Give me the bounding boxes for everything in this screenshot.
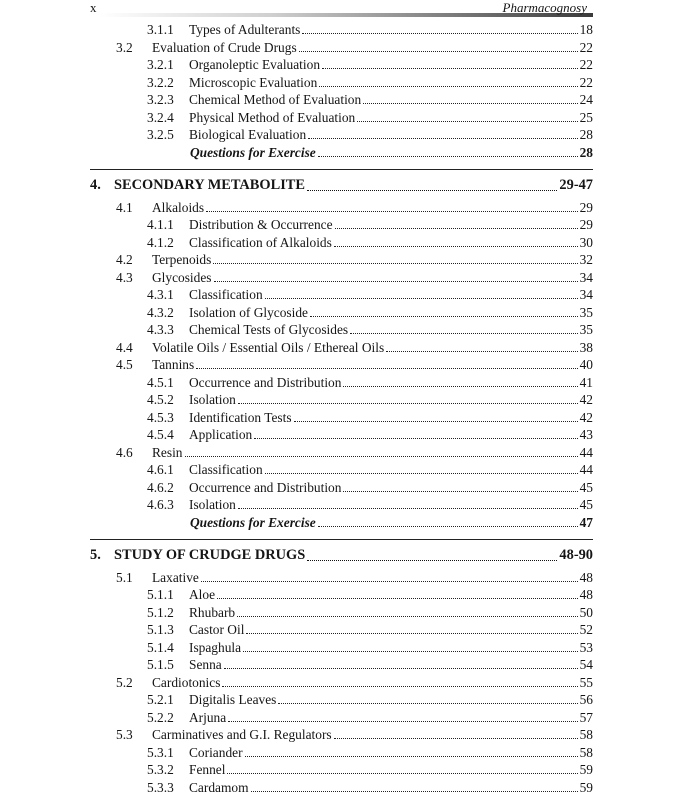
entry-page: 43 <box>579 427 593 442</box>
toc-entry[interactable] <box>147 374 593 391</box>
entry-title: Fennel <box>189 762 226 777</box>
toc-entry[interactable] <box>147 56 593 73</box>
dot-leader <box>318 526 578 527</box>
dot-leader <box>350 333 578 334</box>
entry-page: 28 <box>579 144 593 160</box>
entry-title: Coriander <box>189 744 243 760</box>
entry-number: 3.2.2 <box>147 74 174 90</box>
entry-page: 38 <box>579 339 593 355</box>
toc-entry[interactable] <box>116 269 593 286</box>
entry-page: 58 <box>579 727 593 742</box>
entry-page: 29-47 <box>559 177 593 193</box>
entry-title: Physical Method of Evaluation <box>189 109 356 125</box>
dot-leader <box>196 368 577 369</box>
entry-title: Rhubarb <box>189 604 236 620</box>
entry-number: 5. <box>90 547 101 563</box>
entry-page: 24 <box>579 92 593 107</box>
entry-title: Chemical Method of Evaluation <box>189 92 362 107</box>
entry-number: 4. <box>90 177 101 193</box>
toc-entry[interactable] <box>147 126 593 143</box>
entry-title: Biological Evaluation <box>189 127 307 142</box>
dot-leader <box>294 421 578 422</box>
toc-chapter[interactable] <box>90 545 593 565</box>
dot-leader <box>185 456 578 457</box>
dot-leader <box>322 68 578 69</box>
entry-page: 42 <box>579 392 593 407</box>
entry-number: 5.3.2 <box>147 762 174 777</box>
entry-number: 4.1 <box>116 199 133 215</box>
toc-entry[interactable] <box>147 216 593 233</box>
entry-number: 5.3.1 <box>147 744 174 760</box>
dot-leader <box>278 703 577 704</box>
entry-page: 57 <box>579 709 593 725</box>
entry-page: 34 <box>579 287 593 302</box>
entry-title: Terpenoids <box>152 252 212 267</box>
dot-leader <box>254 438 577 439</box>
toc-entry[interactable] <box>147 321 593 338</box>
entry-title: Ispaghula <box>189 639 242 655</box>
toc-entry[interactable] <box>147 604 593 621</box>
entry-page: 22 <box>579 74 593 90</box>
toc-exercise[interactable] <box>190 144 593 161</box>
entry-page: 58 <box>579 744 593 760</box>
toc-entry[interactable] <box>116 39 593 56</box>
toc-entry[interactable] <box>116 444 593 461</box>
entry-page: 47 <box>579 514 593 530</box>
entry-title: Classification <box>189 287 263 302</box>
entry-title: Classification <box>189 462 263 477</box>
entry-number: 3.2.4 <box>147 109 174 125</box>
dot-leader <box>243 651 578 652</box>
entry-number: 3.2 <box>116 39 133 55</box>
entry-number: 4.6.3 <box>147 497 174 512</box>
entry-page: 44 <box>579 444 593 460</box>
entry-page: 52 <box>579 622 593 637</box>
entry-title: Laxative <box>152 569 199 585</box>
entry-number: 4.5.2 <box>147 392 174 407</box>
dot-leader <box>343 491 577 492</box>
dot-leader <box>357 121 577 122</box>
dot-leader <box>334 738 578 739</box>
entry-number: 5.1.4 <box>147 639 174 655</box>
toc-entry[interactable] <box>147 779 593 796</box>
entry-title: Tannins <box>152 357 195 372</box>
entry-page: 56 <box>579 692 593 707</box>
dot-leader <box>335 228 578 229</box>
toc-entry[interactable] <box>147 391 593 408</box>
toc-entry[interactable] <box>116 339 593 356</box>
entry-page: 22 <box>579 57 593 72</box>
entry-page: 59 <box>579 762 593 777</box>
toc-entry[interactable] <box>147 286 593 303</box>
entry-title: Carminatives and G.I. Regulators <box>152 727 332 742</box>
entry-title: Occurrence and Distribution <box>189 374 342 390</box>
toc-entry[interactable] <box>147 304 593 321</box>
entry-page: 29 <box>579 217 593 232</box>
entry-number: 4.3 <box>116 269 133 285</box>
toc-entry[interactable] <box>116 356 593 373</box>
dot-leader <box>334 246 578 247</box>
entry-number: 5.1 <box>116 569 133 585</box>
entry-title: Questions for Exercise <box>190 144 316 160</box>
toc-entry[interactable] <box>116 251 593 268</box>
entry-number: 5.2.2 <box>147 709 174 725</box>
entry-title: STUDY OF CRUDGE DRUGS <box>114 547 306 563</box>
entry-title: Digitalis Leaves <box>189 692 277 707</box>
toc-entry[interactable] <box>147 744 593 761</box>
entry-title: Aloe <box>189 587 216 602</box>
entry-title: Occurrence and Distribution <box>189 479 342 495</box>
entry-number: 4.3.1 <box>147 287 174 302</box>
toc-exercise[interactable] <box>190 514 593 531</box>
toc-entry[interactable] <box>147 761 593 778</box>
entry-number: 4.6.2 <box>147 479 174 495</box>
entry-number: 4.1.1 <box>147 217 174 232</box>
dot-leader <box>318 156 578 157</box>
entry-title: SECONDARY METABOLITE <box>114 177 305 193</box>
entry-number: 4.6 <box>116 444 133 460</box>
entry-number: 5.2.1 <box>147 692 174 707</box>
dot-leader <box>251 791 578 792</box>
toc-entry[interactable] <box>116 199 593 216</box>
toc-entry[interactable] <box>147 709 593 726</box>
entry-number: 4.4 <box>116 339 133 355</box>
entry-title: Senna <box>189 657 222 672</box>
toc-entry[interactable] <box>147 426 593 443</box>
entry-number: 4.5.3 <box>147 409 174 425</box>
dot-leader <box>265 298 578 299</box>
dot-leader <box>228 721 577 722</box>
toc-entry[interactable] <box>147 621 593 638</box>
entry-page: 41 <box>579 374 593 390</box>
toc-entry[interactable] <box>147 21 593 38</box>
entry-title: Isolation <box>189 497 236 512</box>
toc-entry[interactable] <box>147 234 593 251</box>
toc-entry[interactable] <box>147 461 593 478</box>
toc-entry[interactable] <box>147 639 593 656</box>
entry-title: Resin <box>152 444 183 460</box>
dot-leader <box>224 668 578 669</box>
entry-page: 54 <box>579 657 593 672</box>
dot-leader <box>214 281 578 282</box>
entry-title: Isolation of Glycoside <box>189 304 309 320</box>
entry-title: Organoleptic Evaluation <box>189 57 321 72</box>
entry-title: Alkaloids <box>152 199 205 215</box>
toc-chapter[interactable] <box>90 175 593 195</box>
entry-page: 50 <box>579 604 593 620</box>
entry-page: 35 <box>579 304 593 320</box>
entry-title: Questions for Exercise <box>190 514 316 530</box>
entry-number: 3.2.1 <box>147 57 174 72</box>
entry-number: 3.2.5 <box>147 127 174 142</box>
dot-leader <box>238 508 578 509</box>
entry-page: 18 <box>579 22 593 37</box>
toc-entry[interactable] <box>147 91 593 108</box>
entry-page: 35 <box>579 322 593 337</box>
section-divider <box>90 169 593 170</box>
toc-entry[interactable] <box>147 479 593 496</box>
dot-leader <box>307 190 557 191</box>
entry-page: 25 <box>579 109 593 125</box>
dot-leader <box>245 756 578 757</box>
dot-leader <box>310 316 578 317</box>
entry-number: 4.5 <box>116 357 133 372</box>
entry-title: Distribution & Occurrence <box>189 217 333 232</box>
entry-page: 45 <box>579 479 593 495</box>
toc-entry[interactable] <box>116 674 593 691</box>
entry-title: Microscopic Evaluation <box>189 74 318 90</box>
entry-title: Evaluation of Crude Drugs <box>152 39 297 55</box>
page-header <box>0 0 683 22</box>
entry-page: 44 <box>579 462 593 477</box>
entry-title: Cardamom <box>189 779 249 795</box>
entry-number: 4.2 <box>116 252 133 267</box>
entry-title: Arjuna <box>189 709 227 725</box>
dot-leader <box>299 51 578 52</box>
toc-entry[interactable] <box>147 109 593 126</box>
book-title: Pharmacognosy <box>502 0 587 15</box>
entry-page: 32 <box>579 252 593 267</box>
entry-title: Castor Oil <box>189 622 245 637</box>
entry-title: Classification of Alkaloids <box>189 234 332 250</box>
toc-entry[interactable] <box>147 496 593 513</box>
dot-leader <box>238 403 578 404</box>
entry-number: 4.5.1 <box>147 374 174 390</box>
entry-page: 28 <box>579 127 593 142</box>
entry-page: 48 <box>579 587 593 602</box>
toc-entry[interactable] <box>116 726 593 743</box>
entry-title: Chemical Tests of Glycosides <box>189 322 349 337</box>
entry-number: 5.1.2 <box>147 604 174 620</box>
entry-title: Application <box>189 427 253 442</box>
entry-number: 4.3.2 <box>147 304 174 320</box>
entry-title: Cardiotonics <box>152 674 221 690</box>
dot-leader <box>201 581 578 582</box>
entry-title: Volatile Oils / Essential Oils / Ethereal Oils <box>152 339 385 355</box>
dot-leader <box>363 103 577 104</box>
entry-number: 5.1.1 <box>147 587 174 602</box>
entry-page: 59 <box>579 779 593 795</box>
entry-number: 4.6.1 <box>147 462 174 477</box>
entry-page: 40 <box>579 357 593 372</box>
dot-leader <box>217 598 578 599</box>
entry-page: 30 <box>579 234 593 250</box>
toc-entry[interactable] <box>147 74 593 91</box>
entry-page: 22 <box>579 39 593 55</box>
entry-title: Isolation <box>189 392 236 407</box>
entry-number: 5.1.3 <box>147 622 174 637</box>
entry-number: 4.3.3 <box>147 322 174 337</box>
dot-leader <box>237 616 577 617</box>
entry-number: 3.2.3 <box>147 92 174 107</box>
section-divider <box>90 539 593 540</box>
dot-leader <box>307 560 557 561</box>
dot-leader <box>227 773 577 774</box>
toc-entry[interactable] <box>147 656 593 673</box>
page-number: x <box>90 0 97 15</box>
toc-entry[interactable] <box>116 569 593 586</box>
entry-number: 5.3.3 <box>147 779 174 795</box>
entry-page: 53 <box>579 639 593 655</box>
entry-page: 48 <box>579 569 593 585</box>
dot-leader <box>343 386 577 387</box>
entry-number: 3.1.1 <box>147 22 174 37</box>
toc-entry[interactable] <box>147 586 593 603</box>
dot-leader <box>308 138 577 139</box>
dot-leader <box>265 473 578 474</box>
dot-leader <box>206 211 578 212</box>
entry-page: 55 <box>579 674 593 690</box>
toc-entry[interactable] <box>147 691 593 708</box>
dot-leader <box>302 33 577 34</box>
entry-page: 29 <box>579 199 593 215</box>
dot-leader <box>319 86 577 87</box>
entry-number: 4.1.2 <box>147 234 174 250</box>
entry-title: Glycosides <box>152 269 212 285</box>
dot-leader <box>246 633 577 634</box>
entry-number: 5.2 <box>116 674 133 690</box>
dot-leader <box>213 263 577 264</box>
entry-title: Identification Tests <box>189 409 292 425</box>
entry-number: 4.5.4 <box>147 427 174 442</box>
toc-entry[interactable] <box>147 409 593 426</box>
entry-page: 34 <box>579 269 593 285</box>
dot-leader <box>222 686 577 687</box>
entry-title: Types of Adulterants <box>189 22 301 37</box>
dot-leader <box>386 351 577 352</box>
entry-number: 5.3 <box>116 727 133 742</box>
entry-page: 45 <box>579 497 593 512</box>
entry-number: 5.1.5 <box>147 657 174 672</box>
entry-page: 48-90 <box>559 547 593 563</box>
entry-page: 42 <box>579 409 593 425</box>
